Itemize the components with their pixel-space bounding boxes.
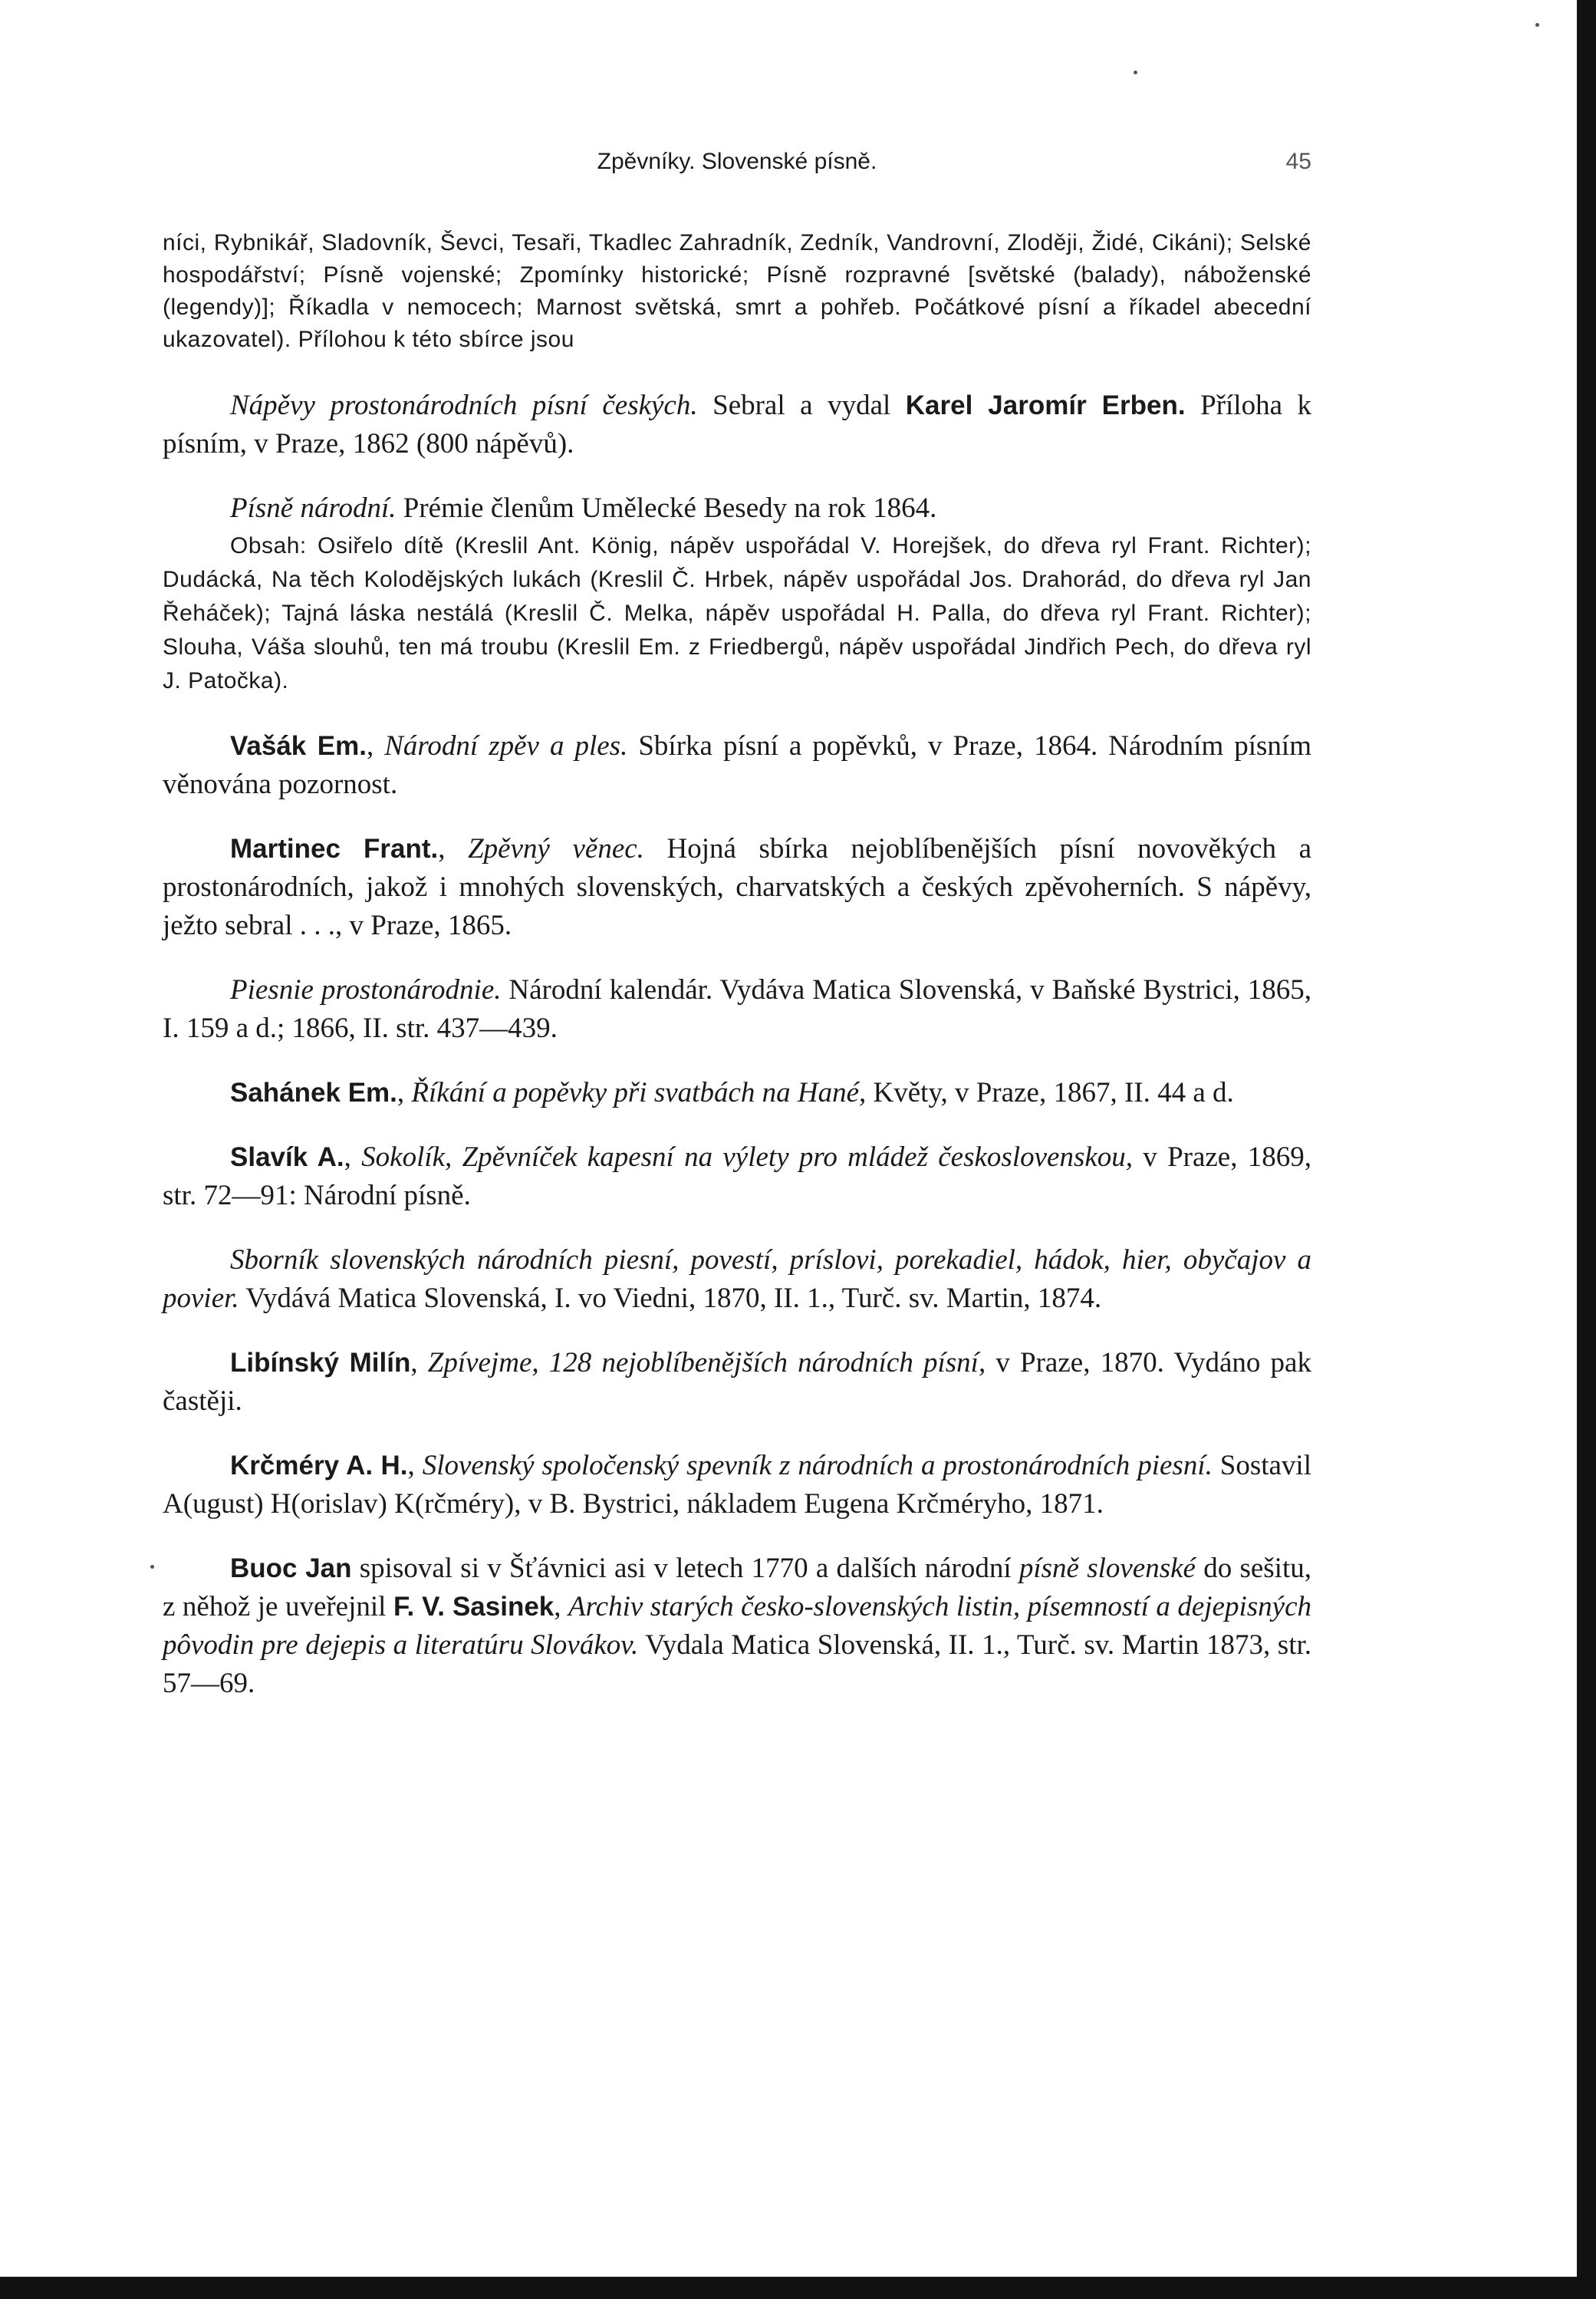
entry-text: spisoval si v Šťávnici asi v letech 1770 a dalších národní bbox=[351, 1553, 1019, 1584]
bibliography-entry-slavik bbox=[163, 1138, 1311, 1215]
bibliography-entry-erben bbox=[163, 387, 1311, 463]
scan-speck bbox=[1535, 23, 1539, 27]
bibliography-entry-buoc bbox=[163, 1550, 1311, 1703]
entry-title: Národní zpěv a ples. bbox=[384, 730, 628, 762]
entry-title: písně slovenské bbox=[1018, 1553, 1196, 1584]
entry-author: Slavík A. bbox=[230, 1142, 344, 1172]
entry-title: Říkání a popěvky při svatbách na Hané, bbox=[411, 1077, 867, 1108]
entry-author: F. V. Sasinek bbox=[393, 1592, 554, 1622]
entry-text: , bbox=[554, 1591, 569, 1622]
entry-author: Buoc Jan bbox=[230, 1553, 352, 1583]
scan-edge-right bbox=[1577, 0, 1596, 2299]
entry-text: Prémie členům Umělecké Besedy na rok 1864. bbox=[396, 492, 937, 524]
entry-text: , bbox=[397, 1077, 412, 1108]
entry-author: Krčméry A. H. bbox=[230, 1451, 408, 1481]
entry-title: Zpěvný věnec. bbox=[468, 833, 644, 865]
entry-text: , bbox=[438, 833, 469, 865]
entry-author: Martinec Frant. bbox=[230, 834, 439, 864]
bibliography-entry-vasak bbox=[163, 727, 1311, 804]
scan-speck bbox=[150, 1565, 154, 1569]
entry-title: Archiv starých česko-slovenských listin, písemností a dejepisných pôvodin pre dejepis a literatúru Slovákov. bbox=[163, 1591, 1312, 1661]
entry-contents: Obsah: Osiřelo dítě (Kreslil Ant. König, nápěv uspořádal V. Horejšek, do dřeva ryl Frant. Richter); Dudácká, Na těch Kolodějských lukách (Kreslil Č. Hrbek, nápěv uspořádal Jos. Drahorád, do dřeva ryl Jan Řeháček); Tajná láska nestálá (Kreslil Č. Melka, nápěv uspořádal H. Palla, do dřeva ryl Frant. Richter); Slouha, Váša slouhů, ten má troubu (Kreslil Em. z Friedbergů, nápěv uspořádal Jindřich Pech, do dřeva ryl J. Patočka). bbox=[163, 533, 1311, 693]
entry-text: , bbox=[344, 1141, 362, 1173]
entry-text: Hojná sbírka nejoblíbenějších písní novověkých a prostonárodních, jakož i mnohých slovenských, charvatských a českých zpěvoherních. S nápěvy, ježto sebral . . ., v Praze, 1865. bbox=[163, 833, 1311, 941]
entry-text: Květy, v Praze, 1867, II. 44 a d. bbox=[866, 1077, 1234, 1108]
entry-title: Sborník slovenských národních piesní, povestí, príslovi, porekadiel, hádok, hier, obyčajov a povier. bbox=[163, 1244, 1311, 1314]
bibliography-entry-libinsky bbox=[163, 1344, 1311, 1421]
entry-title: Nápěvy prostonárodních písní českých. bbox=[230, 390, 698, 421]
entry-text: Vydává Matica Slovenská, I. vo Viedni, 1870, II. 1., Turč. sv. Martin, 1874. bbox=[239, 1283, 1102, 1314]
entry-text: , bbox=[366, 730, 385, 762]
page-number: 45 bbox=[1285, 149, 1311, 174]
scan-speck bbox=[1134, 71, 1137, 74]
entry-text: Sebral a vydal bbox=[697, 390, 906, 421]
entry-text: Vydala Matica Slovenská, II. 1., Turč. sv. Martin 1873, str. 57—69. bbox=[163, 1629, 1311, 1699]
entry-text: Sbírka písní a popěvků, v Praze, 1864. Národním písním věnována pozornost. bbox=[163, 730, 1311, 800]
entry-author: Karel Jaromír Erben. bbox=[905, 390, 1186, 420]
bibliography-entry-piesnie bbox=[163, 971, 1311, 1048]
entry-text: Příloha k písním, v Praze, 1862 (800 nápěvů). bbox=[163, 390, 1311, 459]
entry-text: v Praze, 1870. Vydáno pak častěji. bbox=[163, 1347, 1311, 1417]
entry-text: Sostavil A(ugust) H(orislav) K(rčméry), v B. Bystrici, nákladem Eugena Krčméryho, 1871. bbox=[163, 1450, 1311, 1520]
bibliography-entry-sahanek bbox=[163, 1074, 1311, 1112]
running-head bbox=[163, 146, 1311, 184]
entry-title: Zpívejme, 128 nejoblíbenějších národních písní, bbox=[427, 1347, 986, 1378]
intro-paragraph: níci, Rybnikář, Sladovník, Ševci, Tesaři, Tkadlec Zahradník, Zedník, Vandrovní, Zloději, Židé, Cikáni); Selské hospodářství; Písně vojenské; Zpomínky historické; Písně rozpravné [světské (balady), náboženské (legendy)]; Říkadla v nemocech; Marnost světská, smrt a pohřeb. Počátkové písní a říkadel abecední ukazovatel). Přílohou k této sbírce jsou bbox=[163, 230, 1311, 352]
running-head-title: Zpěvníky. Slovenské písně. bbox=[597, 149, 877, 174]
entry-author: Vašák Em. bbox=[230, 731, 367, 761]
page-body bbox=[163, 146, 1311, 1703]
entry-text: , bbox=[407, 1450, 423, 1481]
bibliography-entry-krcmery bbox=[163, 1447, 1311, 1523]
entry-text: do sešitu, z něhož je uveřejnil bbox=[163, 1553, 1311, 1622]
bibliography-entry-martinec bbox=[163, 830, 1311, 945]
entry-title: Sokolík, Zpěvníček kapesní na výlety pro mládež československou, bbox=[361, 1141, 1134, 1173]
bibliography-entry-pisne-narodni bbox=[163, 489, 1311, 528]
entry-text: v Praze, 1869, str. 72—91: Národní písně. bbox=[163, 1141, 1311, 1211]
entry-author: Libínský Milín bbox=[230, 1348, 411, 1378]
entry-title: Písně národní. bbox=[230, 492, 397, 524]
entry-author: Sahánek Em. bbox=[230, 1078, 397, 1108]
entry-title: Slovenský spoločenský spevník z národních a prostonárodních piesní. bbox=[422, 1450, 1213, 1481]
entry-text: , bbox=[410, 1347, 428, 1378]
bibliography-entry-sbornik bbox=[163, 1241, 1311, 1318]
entry-title: Piesnie prostonárodnie. bbox=[230, 974, 502, 1006]
scan-edge-bottom bbox=[0, 2277, 1596, 2299]
entry-text: Národní kalendár. Vydáva Matica Slovenská, v Baňské Bystrici, 1865, I. 159 a d.; 1866, II. str. 437—439. bbox=[163, 974, 1311, 1044]
